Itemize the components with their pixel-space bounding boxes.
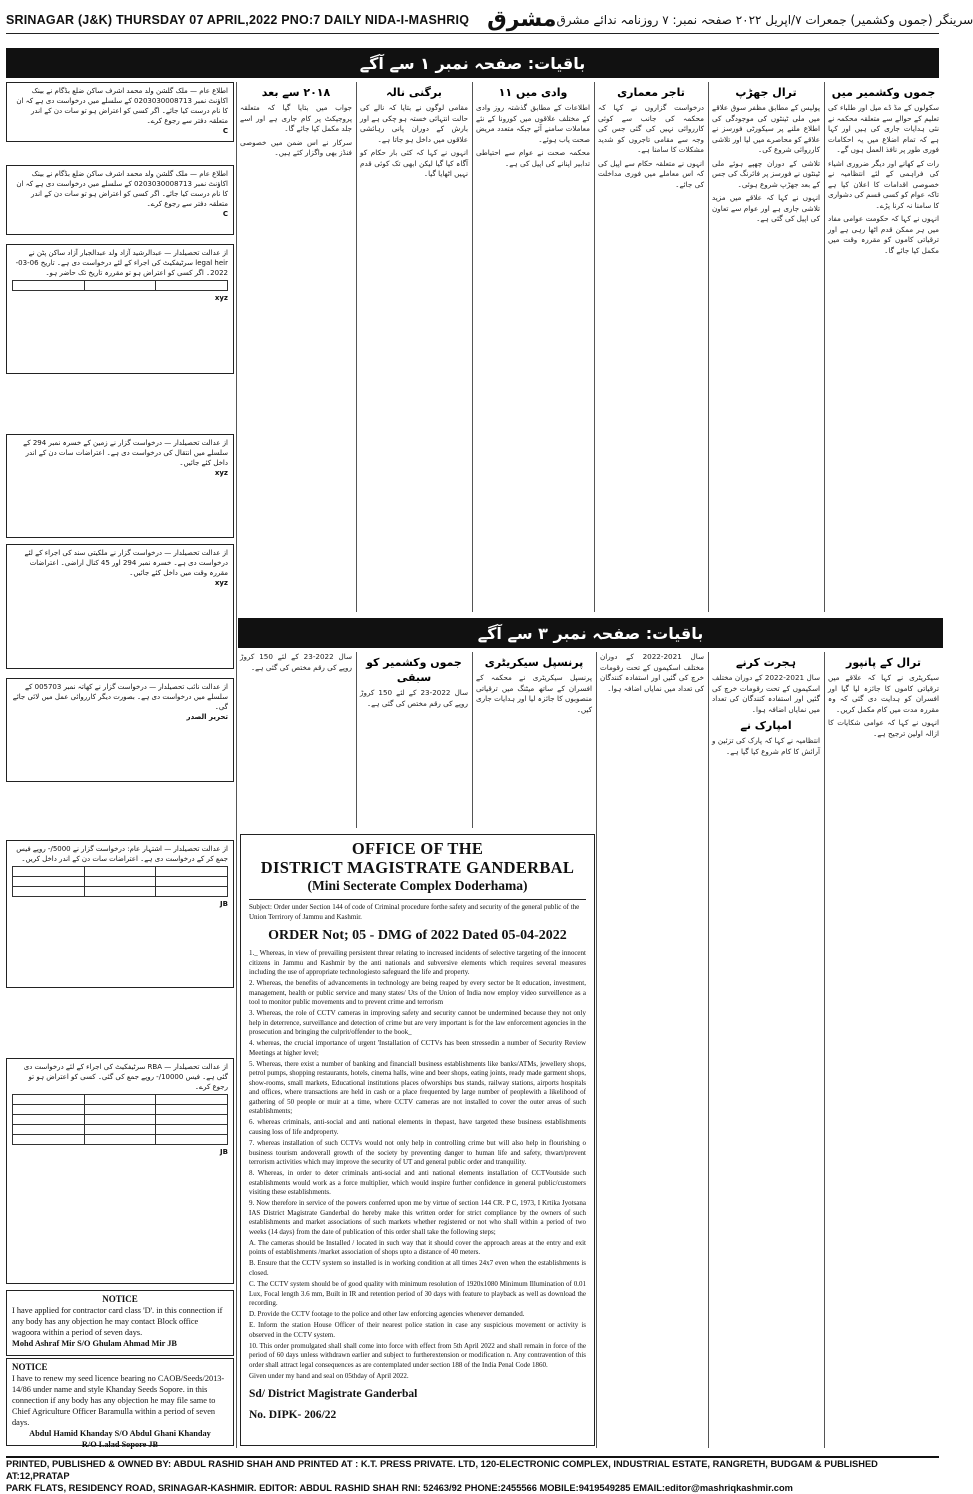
table-cell	[84, 1135, 156, 1145]
masthead-right-text: سرینگر (جموں وکشمیر) جمعرات ۷/اپریل ۲۰۲۲ صفحہ نمبر: ۷ روزنامہ ندائے مشرق	[557, 13, 973, 27]
table-cell	[13, 877, 85, 887]
order-body	[249, 949, 586, 1381]
order-signature: Sd/ District Magistrate Ganderbal	[249, 1387, 586, 1402]
column-divider	[236, 82, 237, 1448]
office-title: OFFICE OF THE	[249, 839, 586, 858]
notice-title: NOTICE	[12, 1294, 228, 1305]
news-column-4	[476, 82, 590, 612]
notice-box	[6, 1058, 234, 1284]
notice-signature: Mohd Ashraf Mir S/O Ghulam Ahmad Mir JB	[12, 1338, 228, 1349]
column-paragraph: سرکار نے اس ضمن میں خصوصی فنڈز بھی واگزار کئے ہیں۔	[240, 138, 352, 159]
table-cell	[13, 1115, 85, 1125]
column-heading: ترال جھڑپ	[712, 85, 820, 100]
table-cell	[156, 1135, 228, 1145]
notice-box	[6, 165, 234, 235]
column-paragraph: اطلاعات کے مطابق گذشتہ روز وادی کے مختلف علاقوں میں کورونا کے نئے معاملات سامنے آئے جبکہ متعدد مریض صحت یاب ہوئے۔	[476, 103, 590, 145]
office-order-notice	[240, 834, 595, 1446]
column-heading: تاجر معماری	[598, 85, 704, 100]
column-divider	[594, 82, 595, 612]
notice-text: از عدالت تحصیلدار — درخواست گزار نے زمین کے خسرہ نمبر 294 کے سلسلے میں انتقال کی درخواست دی ہے۔ اعتراضات سات دن کے اندر داخل کئے جائیں۔	[12, 438, 228, 468]
news-column-11	[360, 652, 468, 828]
newspaper-logo: مشرق	[487, 9, 556, 31]
column-heading: برگنی نالہ	[360, 85, 468, 100]
table-cell	[156, 887, 228, 897]
order-paragraph: A. The cameras should be Installed / located in such way that it should cover the approach areas at the entry and exit points of establishments /market association of shops upto a distance of 40 meters.	[249, 1239, 586, 1258]
table-cell	[156, 1125, 228, 1135]
notice-signature: تحریر الصدر	[12, 712, 228, 722]
table-cell	[13, 281, 85, 291]
table-cell	[156, 1105, 228, 1115]
table-cell	[156, 1095, 228, 1105]
office-divider	[249, 899, 586, 900]
column-paragraph: محکمہ صحت نے عوام سے احتیاطی تدابیر اپنانے کی اپیل کی ہے۔	[476, 148, 590, 169]
notice-signature: xyz	[12, 578, 228, 588]
notice-box	[6, 244, 234, 374]
table-cell	[13, 887, 85, 897]
notice-box	[6, 544, 234, 669]
order-paragraph: 5. Whereas, there exist a number of banking and financiall business establishments like banks/ATMs, jewellery shops, petrol pumps, shopping restaurants, hotels, cinema halls, wine and beer shops, eating joints, ready made garment shops, show-rooms, small markets, Educational institutions places ofworships bus stands, railway stations, airports hospitals and offices, where transactions are held in cash or a place frequented by large number of peoplewith a likelihood of gathering of 50 people or muir at a time, where CCTV cameras are not installed to cover the outer areas of such establishments;	[249, 1060, 586, 1117]
news-column-6	[240, 82, 352, 612]
table-cell	[84, 1105, 156, 1115]
notice-signature: C	[12, 126, 228, 136]
table-cell	[84, 1095, 156, 1105]
order-paragraph: 2. Whereas, the benefits of advancements in technology are being reaped by every sector be It education, investment, management, health or public service and many states/ Uts of the Union of India now employ video surveillence as a tool to monitor public movements and to prevent crime and terrorism	[249, 979, 586, 1008]
column-divider	[824, 652, 825, 1448]
table-cell	[84, 887, 156, 897]
column-heading: جموں وکشمیر میں	[828, 85, 939, 100]
column-divider	[824, 82, 825, 612]
notice-table	[12, 866, 228, 897]
notice-text: از عدالت تحصیلدار — RBA سرٹیفکیٹ کی اجراء کے لئے درخواست دی گئی ہے۔ فیس 10000/- روپے جمع کی گئی۔ کسی کو اعتراض ہو تو رجوع کرے۔	[12, 1062, 228, 1092]
continuation-banner-middle: باقیات: صفحہ نمبر ۳ سے آگے	[238, 618, 943, 648]
order-paragraph: 3. Whereas, the role of CCTV cameras in improving safety and security cannot be undermined because they not only help in deterrence, surveillance and detection of crime but are very important is for the law enforcement agencies in the prosecution and bringing the culprit/offender to the book_	[249, 1009, 586, 1038]
order-number: ORDER Not; 05 - DMG of 2022 Dated 05-04-2022	[249, 925, 586, 947]
office-subject: Subject: Order under Section 144 of code of Criminal procedure forthe safety and security of the general public of the Union Terrirory of Jammu and Kashmir.	[249, 903, 586, 922]
table-cell	[13, 1105, 85, 1115]
news-column-8	[712, 652, 820, 1448]
column-paragraph: سال 2021-2022 کے دوران مختلف اسکیموں کے تحت رقومات خرچ کی گئیں اور استفادہ کنندگان کی تعداد میں نمایاں اضافہ ہوا۔	[712, 673, 820, 715]
news-column-9	[600, 652, 704, 1448]
notice-text: از عدالت تحصیلدار — درخواست گزار نے ملکیتی سند کی اجراء کے لئے درخواست دی ہے۔ خسرہ نمبر 294 اور 45 کنال اراضی۔ اعتراضات مقررہ وقت میں داخل کئے جائیں۔	[12, 548, 228, 578]
notice-signature: JB	[12, 1147, 228, 1157]
order-paragraph: 7. whereas installation of such CCTVs would not only help in controlling crime but will also help in flourishing o business tourism andoverall growth of the society by preventing danger to human life and safety, thwart/prevent terrorism activities which may improve the security of UT and general public order and tranquility.	[249, 1139, 586, 1168]
column-heading: وادی میں ۱۱	[476, 85, 590, 100]
column-paragraph: انہوں نے متعلقہ حکام سے اپیل کی کہ اس معاملے میں فوری مداخلت کی جائے۔	[598, 159, 704, 191]
news-column-10	[476, 652, 592, 828]
notice-signature: Abdul Hamid Khanday S/O Abdul Ghani Khanday	[12, 1428, 228, 1439]
column-paragraph: پولیس کے مطابق مظفر سوق علاقے میں ملی ٹینٹوں کی موجودگی کی اطلاع ملنے پر سیکورٹی فورسز نے علاقے کو محاصرے میں لیا اور تلاشی کارروائی شروع کی۔	[712, 103, 820, 156]
notice-text: از عدالت تحصیلدار — عبدالرشید آزاد ولد عبدالجبار آزاد ساکن پٹن نے legal heir سرٹیفکیٹ کی اجراء کے لئے درخواست دی ہے۔ تاریخ 06-03-2022۔ اگر کسی کو اعتراض ہو تو مقررہ تاریخ تک حاضر ہو۔	[12, 248, 228, 278]
column-paragraph: انتظامیہ نے کہا کہ پارک کی تزئین و آرائش کا کام شروع کیا گیا ہے۔	[712, 736, 820, 757]
column-divider	[708, 652, 709, 1448]
table-cell	[156, 281, 228, 291]
notice-table	[12, 280, 228, 291]
notice-box	[6, 840, 234, 988]
footer-line-2: PARK FLATS, RESIDENCY ROAD, SRINAGAR-KASHMIR. EDITOR: ABDUL RASHID SHAH RNI: 52463/92 PHONE:2455566 MOBILE:9419549285 EMAIL:editor@mashriqkashmir.com	[6, 1482, 939, 1494]
order-paragraph: D. Provide the CCTV footage to the police and other law enforcing agencies whenever demanded.	[249, 1310, 586, 1320]
column-paragraph: پرنسپل سیکریٹری نے محکمہ کے افسران کے ساتھ میٹنگ میں ترقیاتی منصوبوں کا جائزہ لیا اور ہدایات جاری کیں۔	[476, 673, 592, 715]
column-paragraph: درخواست گزاروں نے کہا کہ محکمہ کی جانب سے کوئی کارروائی نہیں کی گئی جس کی وجہ سے مقامی تاجروں کو شدید مشکلات کا سامنا ہے۔	[598, 103, 704, 156]
table-cell	[13, 867, 85, 877]
order-paragraph: 8. Whereas, in order to deter criminals anti-social and anti national elements installation of CCTVoutside such establishments would work as a force multiplier, which would inspire further confidence in general public/customers visiting these establishments.	[249, 1169, 586, 1198]
column-heading: پرنسپل سیکریٹری	[476, 655, 592, 670]
column-paragraph: جواب میں بتایا گیا کہ متعلقہ پروجیکٹ پر کام جاری ہے اور اسے جلد مکمل کیا جائے گا۔	[240, 103, 352, 135]
table-cell	[84, 281, 156, 291]
table-cell	[84, 1125, 156, 1135]
column-divider	[708, 82, 709, 612]
order-reference-number: No. DIPK- 206/22	[249, 1408, 586, 1423]
table-cell	[84, 877, 156, 887]
order-paragraph: 6. whereas criminals, anti-social and anti national elements in thepast, have targeted these business establishments causing loss of life andproperty.	[249, 1118, 586, 1137]
order-paragraph: C. The CCTV system should be of good quality with minimum resolution of 1920x1080 Minimum Illumination of 0.01 Lux, Focal length 3.6 mm, Built in IR and retention period of 30 days with feature to playback as well as download the recording.	[249, 1280, 586, 1309]
notice-signature: xyz	[12, 468, 228, 478]
column-heading: ۲۰۱۸ سے بعد	[240, 85, 352, 100]
news-column-5	[360, 82, 468, 612]
column-paragraph: رات کے کھانے اور دیگر ضروری اشیاء کی فراہمی کے لئے انتظامیہ نے خصوصی اقدامات کا اعلان کیا ہے تاکہ عوام کو کسی قسم کی دشواری کا سامنا نہ کرنا پڑے۔	[828, 159, 939, 212]
table-cell	[13, 1135, 85, 1145]
order-paragraph: B. Ensure that the CCTV system so installed is in working condition at all times 24x7 even when the establishments is closed.	[249, 1259, 586, 1278]
news-column-1	[828, 82, 939, 612]
notice-signature: C	[12, 209, 228, 219]
column-divider	[356, 82, 357, 612]
table-cell	[13, 1125, 85, 1135]
contractor-card-notice	[6, 1290, 234, 1356]
column-heading: ہجرت کرنے	[712, 655, 820, 670]
order-paragraph: 10. This order promulgated shall shall come into force with effect from 5th April 2022 and shall remain in force of the period of 60 days unless withdrawn earlier and subject to furtherextension or modification n. Any contravention of this order shall attract legal consequences as are contemplated under section 188 of the India Penal Code 1860.	[249, 1342, 586, 1371]
imprint-footer	[6, 1456, 939, 1482]
column-heading: ترال کے پانپور	[828, 655, 939, 670]
notice-box	[6, 434, 234, 538]
column-paragraph: سیکریٹری نے کہا کہ علاقے میں ترقیاتی کاموں کا جائزہ لیا گیا اور افسران کو ہدایت دی گئی کہ وہ مقررہ مدت میں کام مکمل کریں۔	[828, 673, 939, 715]
news-column-12	[240, 652, 352, 828]
notice-text: I have applied for contractor card class 'D'. in this connection if any body has any objection he may contact Block office wagoora within a period of seven days.	[12, 1305, 228, 1338]
news-column-2	[712, 82, 820, 612]
column-paragraph: سال 2021-2022 کے دوران مختلف اسکیموں کے تحت رقومات خرچ کی گئیں اور استفادہ کنندگان کی تعداد میں نمایاں اضافہ ہوا۔	[600, 652, 704, 694]
table-cell	[13, 1095, 85, 1105]
column-divider	[356, 652, 357, 828]
column-paragraph: انہوں نے کہا کہ عوامی شکایات کا ازالہ اولین ترجیح ہے۔	[828, 718, 939, 739]
notice-signature-address: R/O Lalad Sopore JB	[12, 1439, 228, 1450]
column-paragraph: مقامی لوگوں نے بتایا کہ نالے کی حالت انتہائی خستہ ہو چکی ہے اور بارش کے دوران پانی رہائشی علاقوں میں داخل ہو جاتا ہے۔	[360, 103, 468, 145]
column-paragraph: انہوں نے کہا کہ کئی بار حکام کو آگاہ کیا گیا لیکن ابھی تک کوئی قدم نہیں اٹھایا گیا۔	[360, 148, 468, 180]
table-cell	[84, 867, 156, 877]
notice-text: از عدالت نائب تحصیلدار — درخواست گزار نے کھاتہ نمبر 005703 کے سلسلے میں درخواست دی ہے۔ بصورت دیگر کارروائی عمل میں لائی جائے گی۔	[12, 682, 228, 712]
notice-box	[6, 678, 234, 782]
column-heading: امپارک نے	[712, 718, 820, 733]
column-paragraph: سال 2022-23 کے لئے 150 کروڑ روپے کی رقم مختص کی گئی ہے۔	[360, 688, 468, 709]
order-paragraph: Given under my hand and seal on 05thday of April 2022.	[249, 1372, 586, 1382]
office-subtitle: (Mini Secterate Complex Doderhama)	[249, 877, 586, 894]
office-title-district: DISTRICT MAGISTRATE GANDERBAL	[249, 858, 586, 877]
notice-text: I have to renew my seed licence bearing no CAOB/Seeds/2013-14/86 under name and style Khanday Seeds Sopore. in this connection if any body has any objection he may file same to Chief Agriculture Officer Baramulla within a period of seven days.	[12, 1373, 228, 1428]
column-paragraph: انہوں نے کہا کہ حکومت عوامی مفاد میں ہر ممکن قدم اٹھا رہی ہے اور ترقیاتی کاموں کو مقررہ وقت میں مکمل کیا جائے گا۔	[828, 214, 939, 256]
seed-licence-notice	[6, 1358, 234, 1446]
order-paragraph: 9. Now therefore in service of the powers conferred upon me by virtue of section 144 CR. P C, 1973, I Krtika Jyotsana IAS District Magistrate Ganderbal do hereby make this written order for strict compliance by the owners of such establishments and market associations of such markets whether registered or not who shall within a period of two weeks (14 days) from the date of publication of this order shall take the following steps;	[249, 1199, 586, 1237]
table-cell	[84, 1115, 156, 1125]
column-heading: جموں وکشمیر کو سبقی	[360, 655, 468, 685]
table-cell	[156, 867, 228, 877]
news-column-7	[828, 652, 939, 1448]
notice-text: اطلاع عام — ملک گلشن ولد محمد اشرف ساکن ضلع بڈگام نے بینک اکاؤنٹ نمبر 0203030008713 کے سلسلے میں درخواست دی ہے کہ ان کا نام درست کیا جائے۔ اگر کسی کو اعتراض ہو تو سات دن کے اندر متعلقہ دفتر سے رجوع کرے۔	[12, 86, 228, 126]
news-column-3	[598, 82, 704, 612]
order-paragraph: E. Inform the station House Officer of their nearest police station in case any suspicious movement or activity is observed in the CCTV system.	[249, 1321, 586, 1340]
notice-title: NOTICE	[12, 1362, 228, 1373]
column-paragraph: انہوں نے کہا کہ علاقے میں مزید تلاشی جاری ہے اور عوام سے تعاون کی اپیل کی گئی ہے۔	[712, 193, 820, 225]
column-divider	[472, 652, 473, 828]
column-paragraph: سکولوں کے مڈ ڈے میل اور طلباء کی تعلیم کے حوالے سے متعلقہ محکمہ نے نئی ہدایات جاری کی ہیں اور کہا ہے کہ تمام اضلاع میں یہ احکامات فوری طور پر نافذ العمل ہوں گے۔	[828, 103, 939, 156]
column-paragraph: سال 2022-23 کے لئے 150 کروڑ روپے کی رقم مختص کی گئی ہے۔	[240, 652, 352, 673]
notice-table	[12, 1094, 228, 1145]
notice-text: از عدالت تحصیلدار — اشتہار عام: درخواست گزار نے 5000/- روپے فیس جمع کر کے درخواست دی ہے۔ اعتراضات سات دن کے اندر داخل کریں۔	[12, 844, 228, 864]
column-paragraph: تلاشی کے دوران چھپے ہوئے ملی ٹینٹوں نے فورسز پر فائرنگ کی جس کے بعد جھڑپ شروع ہوئی۔	[712, 159, 820, 191]
masthead-left-text: SRINAGAR (J&K) THURSDAY 07 APRIL,2022 PNO:7 DAILY NIDA-I-MASHRIQ	[6, 13, 469, 27]
order-paragraph: 1._ Whereas, in view of prevailing persistent threar relating to increased incidents of selective targeting of the innocent citizens in Jammu and Kashmir by the anti nationals and subversive elements which requires several measures including the use of appropriate technologiesto safeguard the life and property.	[249, 949, 586, 978]
table-cell	[156, 877, 228, 887]
column-divider	[596, 652, 597, 1448]
footer-line-1: PRINTED, PUBLISHED & OWNED BY: ABDUL RASHID SHAH AND PRINTED AT : K.T. PRESS PRIVATE. LTD, 120-ELECTRONIC COMPLEX, INDUSTRIAL ESTATE, RANGRETH, BUDGAM & PUBLISHED AT:12,PRATAP	[6, 1458, 939, 1482]
notice-signature: xyz	[12, 293, 228, 303]
column-divider	[472, 82, 473, 612]
order-paragraph: 4. whereas, the crucial importance of urgent 'Installation of CCTVs has been stressedin a number of Security Review Meetings at higher level;	[249, 1039, 586, 1058]
notice-signature: JB	[12, 899, 228, 909]
masthead	[6, 6, 939, 34]
continuation-banner-top: باقیات: صفحہ نمبر ۱ سے آگے	[6, 48, 939, 78]
notice-box	[6, 82, 234, 142]
notice-text: اطلاع عام — ملک گلشن ولد محمد اشرف ساکن ضلع بڈگام نے بینک اکاؤنٹ نمبر 0203030008713 کے سلسلے میں درخواست دی ہے کہ ان کا نام درست کیا جائے۔ اگر کسی کو اعتراض ہو تو سات دن کے اندر متعلقہ دفتر سے رجوع کرے۔	[12, 169, 228, 209]
table-cell	[156, 1115, 228, 1125]
